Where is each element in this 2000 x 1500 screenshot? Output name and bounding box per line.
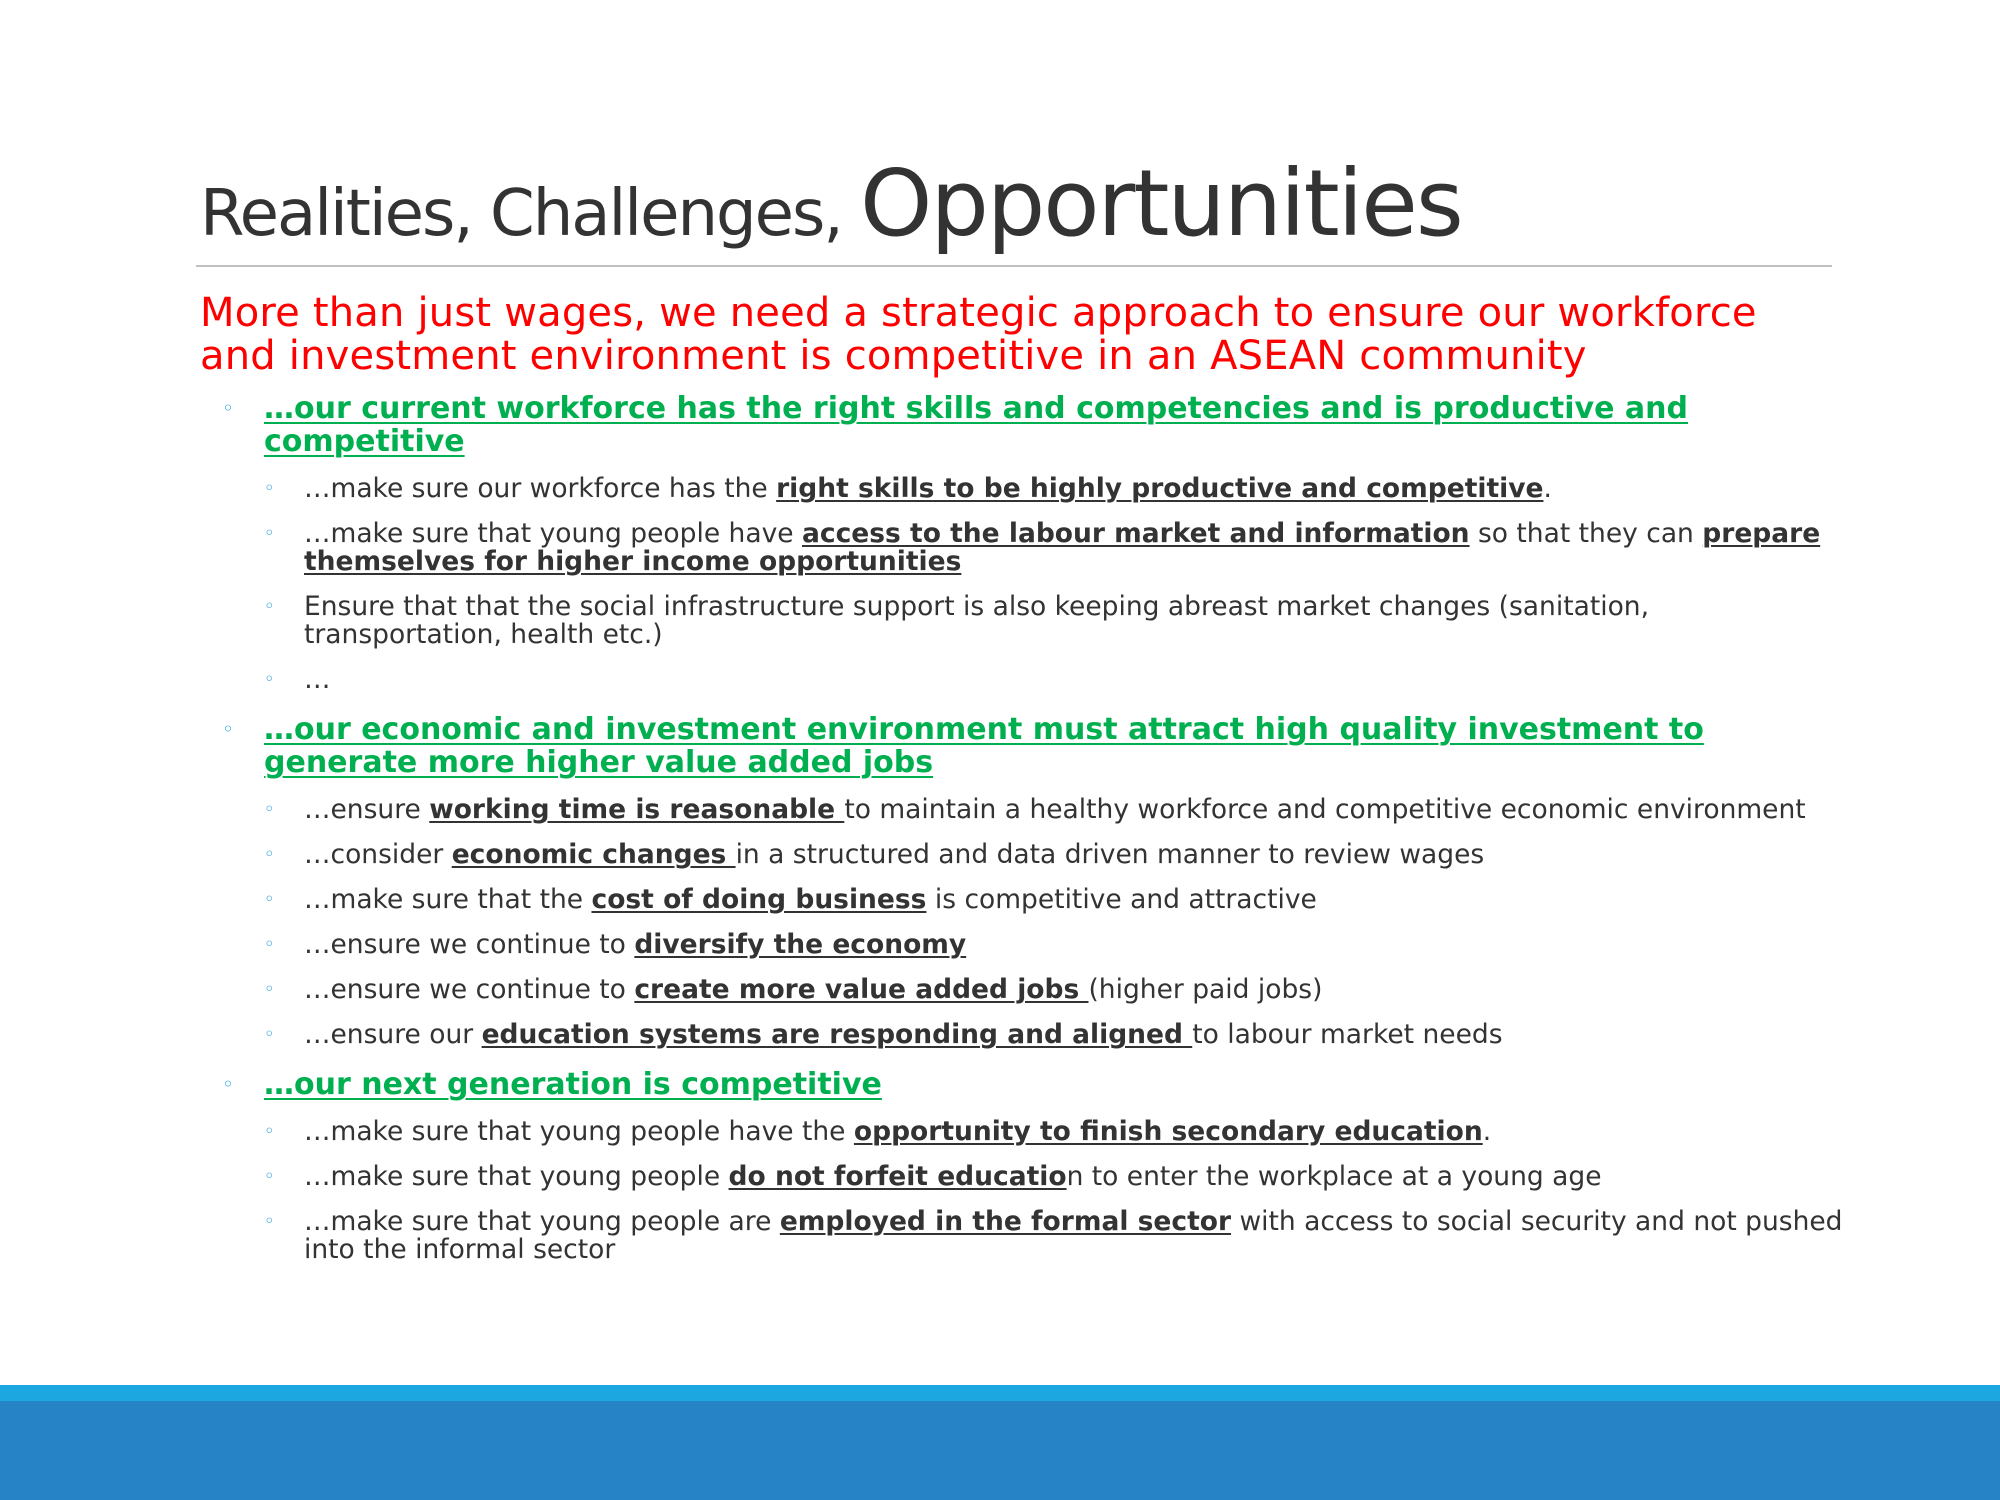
text-plain: to labour market needs <box>1192 1019 1503 1050</box>
text-emphasis: prepare themselves for higher income opportunities <box>304 518 1821 577</box>
list-item-text <box>304 1163 1844 1191</box>
text-plain: . <box>1482 1116 1492 1147</box>
text-plain: …make sure that young people have <box>304 518 802 549</box>
list-item <box>264 839 1844 870</box>
title-divider <box>196 265 1832 267</box>
section-heading-2 <box>222 712 1834 780</box>
list-item-text: Ensure that that the social infrastructure support is also keeping abreast market changes (sanitation, transportation, health etc.) <box>304 591 1650 650</box>
text-emphasis: diversify the economy <box>634 929 967 960</box>
footer-band <box>0 1401 2000 1500</box>
text-plain: n to enter the workplace at a young age <box>1066 1161 1602 1192</box>
text-plain: …make sure that young people are <box>304 1206 780 1237</box>
footer-band-light <box>0 1385 2000 1401</box>
list-item <box>264 1019 1844 1050</box>
text-emphasis: cost of doing business <box>591 884 927 915</box>
title-lead: Realities, Challenges, <box>200 177 861 251</box>
text-plain: …ensure our <box>304 1019 482 1050</box>
list-item <box>264 518 1844 577</box>
bullet-marker: ◦ <box>264 478 275 499</box>
bullet-marker: ◦ <box>264 844 275 865</box>
text-plain: …make sure that the <box>304 884 592 915</box>
text-emphasis: education systems are responding and aligned <box>481 1019 1193 1050</box>
text-emphasis: do not forfeit educatio <box>728 1161 1067 1192</box>
text-plain: …consider <box>304 839 452 870</box>
list-item <box>264 1161 1844 1192</box>
list-item-text: … <box>304 664 331 695</box>
list-item-text <box>304 976 1844 1004</box>
text-plain: …ensure we continue to <box>304 929 635 960</box>
text-emphasis: create more value added jobs <box>634 974 1089 1005</box>
text-plain: …make sure that young people <box>304 1161 729 1192</box>
text-plain: with access to social security and not pushed into the informal sector <box>304 1206 1843 1265</box>
bullet-marker: ◦ <box>264 669 275 690</box>
slide-title <box>200 150 1820 257</box>
list-item-text <box>304 520 1844 576</box>
text-emphasis: economic changes <box>451 839 736 870</box>
text-emphasis: working time is reasonable <box>429 794 845 825</box>
list-item-text <box>304 1208 1844 1264</box>
bullet-marker: ◦ <box>264 1166 275 1187</box>
section-heading-text: …our economic and investment environment must attract high quality investment to generate more higher value added jobs <box>264 712 1704 780</box>
text-plain: is competitive and attractive <box>926 884 1317 915</box>
list-item <box>264 1116 1844 1147</box>
bullet-marker: ◦ <box>264 1024 275 1045</box>
bullet-marker: ◦ <box>264 1121 275 1142</box>
text-emphasis: access to the labour market and information <box>802 518 1470 549</box>
bullet-marker: ◦ <box>222 396 234 420</box>
content-body <box>0 392 2000 1264</box>
slide-subtitle: More than just wages, we need a strategic approach to ensure our workforce and investment environment is competitive in an ASEAN community <box>200 290 1757 379</box>
section-heading-1 <box>222 391 1834 459</box>
list-item <box>264 929 1844 960</box>
bullet-marker: ◦ <box>264 1211 275 1232</box>
list-item-text <box>304 931 1844 959</box>
text-emphasis: right skills to be highly productive and competitive <box>776 473 1544 504</box>
list-item <box>264 794 1844 825</box>
list-item <box>264 884 1844 915</box>
bullet-marker: ◦ <box>222 1072 234 1096</box>
section-heading-3 <box>222 1067 1834 1102</box>
text-plain: in a structured and data driven manner to review wages <box>735 839 1485 870</box>
section-heading-text: …our next generation is competitive <box>264 1067 882 1102</box>
bullet-marker: ◦ <box>264 523 275 544</box>
bullet-marker: ◦ <box>264 934 275 955</box>
list-item-text <box>304 1118 1844 1146</box>
list-item-text <box>304 1021 1844 1049</box>
title-emphasis: Opportunities <box>860 150 1462 257</box>
list-item <box>264 664 1844 695</box>
bullet-marker: ◦ <box>264 799 275 820</box>
text-plain: so that they can <box>1469 518 1703 549</box>
bullet-marker: ◦ <box>264 889 275 910</box>
text-emphasis: employed in the formal sector <box>779 1206 1232 1237</box>
list-item <box>264 1206 1844 1265</box>
section-heading-text: …our current workforce has the right skills and competencies and is productive and competitive <box>264 391 1688 459</box>
bullet-marker: ◦ <box>264 596 275 617</box>
text-plain: …ensure we continue to <box>304 974 635 1005</box>
bullet-marker: ◦ <box>222 717 234 741</box>
text-plain: to maintain a healthy workforce and competitive economic environment <box>844 794 1806 825</box>
list-item-text <box>304 841 1844 869</box>
list-item-text <box>304 796 1844 824</box>
list-item <box>264 974 1844 1005</box>
text-plain: …make sure our workforce has the <box>304 473 777 504</box>
list-item <box>264 473 1844 504</box>
bullet-marker: ◦ <box>264 979 275 1000</box>
text-plain: . <box>1543 473 1552 504</box>
list-item <box>264 591 1844 650</box>
text-plain: (higher paid jobs) <box>1088 974 1323 1005</box>
list-item-text <box>304 475 1844 503</box>
text-plain: …ensure <box>304 794 430 825</box>
text-emphasis: opportunity to finish secondary education <box>853 1116 1483 1147</box>
list-item-text <box>304 886 1844 914</box>
text-plain: …make sure that young people have the <box>304 1116 854 1147</box>
